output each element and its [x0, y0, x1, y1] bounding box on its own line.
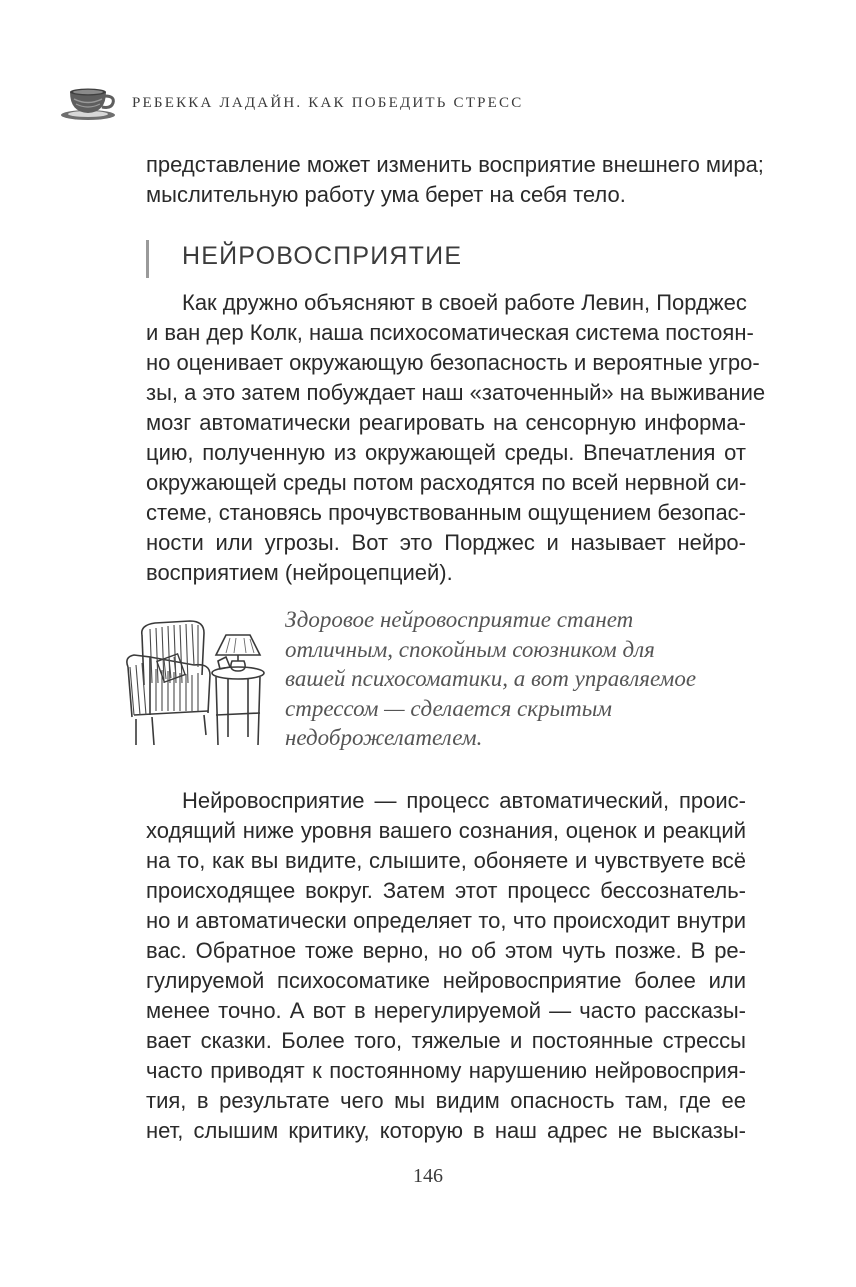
quote-line: стрессом — сделается скрытым: [285, 695, 612, 721]
paragraph-line: мозг автоматически реагировать на сенсорную информа-: [146, 410, 746, 435]
paragraph-line: стеме, становясь прочувствованным ощущением безопас-: [146, 500, 746, 525]
paragraph-3: [146, 786, 746, 1146]
paragraph-line: менее точно. А вот в нерегулируемой — часто рассказы-: [146, 998, 746, 1023]
paragraph-line: но оценивает окружающую безопасность и вероятные угро-: [146, 350, 760, 375]
paragraph-line: нет, слышим критику, которую в наш адрес не высказы-: [146, 1118, 746, 1143]
paragraph-line: тия, в результате чего мы видим опасность там, где ее: [146, 1088, 746, 1113]
paragraph-line: но и автоматически определяет то, что происходит внутри: [146, 908, 746, 933]
paragraph-line: вас. Обратное тоже верно, но об этом чуть позже. В ре-: [146, 938, 746, 963]
paragraph-line: мыслительную работу ума берет на себя тело.: [146, 182, 626, 207]
running-header-title: РЕБЕККА ЛАДАЙН. КАК ПОБЕДИТЬ СТРЕСС: [132, 95, 524, 111]
paragraph-line: зы, а это затем побуждает наш «заточенный» на выживание: [146, 380, 766, 405]
paragraph-line: происходящее вокруг. Затем этот процесс бессознатель-: [146, 878, 746, 903]
paragraph-line: Нейровосприятие — процесс автоматический, проис-: [182, 788, 746, 813]
running-header: [58, 82, 798, 126]
paragraph-line: вает сказки. Более того, тяжелые и постоянные стрессы: [146, 1028, 746, 1053]
quote-line: Здоровое нейровосприятие станет: [285, 607, 634, 632]
teacup-icon: [58, 82, 118, 122]
paragraph-1: [146, 150, 764, 210]
callout-quote: [285, 605, 755, 753]
paragraph-line: на то, как вы видите, слышите, обоняете и чувствуете всё: [146, 848, 746, 873]
page-number: 146: [413, 1165, 443, 1187]
paragraph-line: гулируемой психосоматике нейровосприятие более или: [146, 968, 746, 993]
paragraph-line: часто приводят к постоянному нарушению нейровосприя-: [146, 1058, 746, 1083]
paragraph-line: ности или угрозы. Вот это Порджес и называет нейро-: [146, 530, 746, 555]
paragraph-line: цию, полученную из окружающей среды. Впечатления от: [146, 440, 746, 465]
quote-line: недоброжелателем.: [285, 725, 483, 750]
paragraph-line: ходящий ниже уровня вашего сознания, оценок и реакций: [146, 818, 746, 843]
quote-line: вашей психосоматики, а вот управляемое: [285, 666, 697, 691]
paragraph-line: восприятием (нейроцепцией).: [146, 560, 453, 585]
paragraph-2: [146, 288, 766, 588]
section-heading: НЕЙРОВОСПРИЯТИЕ: [182, 242, 463, 270]
paragraph-line: окружающей среды потом расходятся по всей нервной си-: [146, 470, 747, 495]
armchair-lamp-icon: [120, 605, 270, 755]
section-heading-bar: [146, 240, 149, 278]
paragraph-line: и ван дер Колк, наша психосоматическая система постоян-: [146, 320, 754, 345]
quote-line: отличным, спокойным союзником для: [285, 636, 655, 662]
paragraph-line: Как дружно объясняют в своей работе Левин, Порджес: [182, 290, 747, 315]
paragraph-line: представление может изменить восприятие внешнего мира;: [146, 152, 764, 177]
